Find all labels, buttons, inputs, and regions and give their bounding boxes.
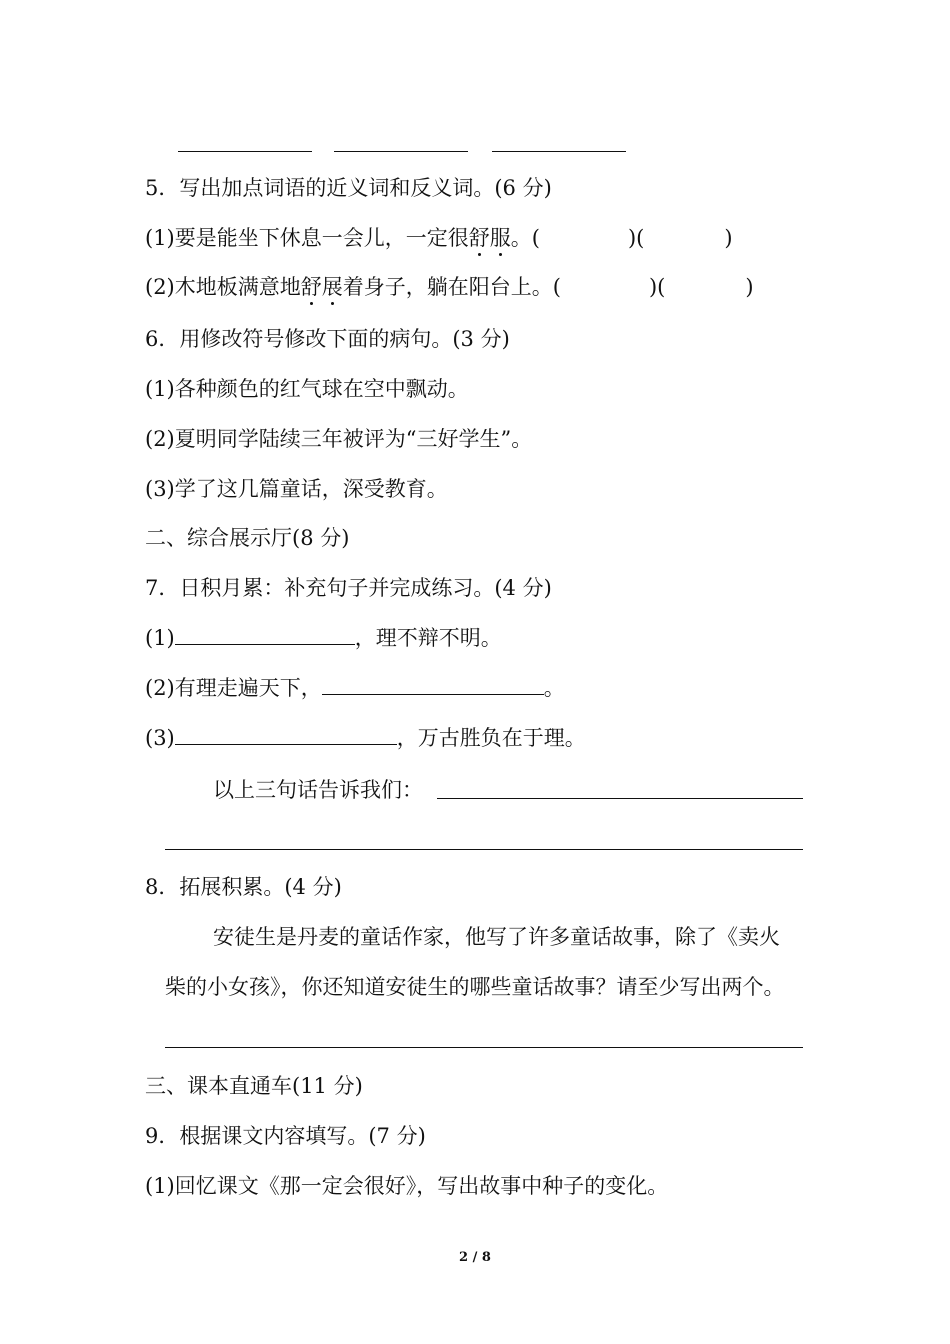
question-8-title: 8．拓展积累。(4 分) [145, 875, 342, 899]
question-8-paragraph-line-2: 柴的小女孩》，你还知道安徒生的哪些童话故事？请至少写出两个。 [165, 975, 785, 999]
dotted-char: 舒 [468, 226, 490, 250]
item-text: 。 [543, 676, 565, 700]
item-text: (2)木地板满意地 [145, 275, 301, 299]
answer-line[interactable] [165, 849, 803, 850]
fill-blank[interactable] [175, 624, 355, 645]
question-9-item-1: (1)回忆课文《那一定会很好》，写出故事中种子的变化。 [145, 1174, 669, 1198]
paren: )( [627, 226, 645, 250]
answer-blank-1[interactable] [178, 151, 312, 152]
item-text: (2)有理走遍天下， [145, 676, 322, 700]
question-6-item-3: (3)学了这几篇童话，深受教育。 [145, 477, 448, 501]
item-text: 着身子，躺在阳台上。( [342, 275, 561, 299]
paren: ) [724, 226, 733, 250]
item-text: ，理不辩不明。 [354, 626, 502, 650]
fill-blank[interactable] [175, 724, 397, 745]
question-6-item-2: (2)夏明同学陆续三年被评为“三好学生”。 [145, 427, 533, 451]
question-5-title: 5．写出加点词语的近义词和反义词。(6 分) [145, 176, 552, 200]
question-5-item-2 [145, 273, 754, 301]
item-text: (1)要是能坐下休息一会儿，一定很 [145, 226, 469, 250]
paren: ) [745, 275, 754, 299]
item-prefix: (1) [145, 626, 175, 650]
question-5-item-1 [145, 224, 733, 252]
item-prefix: (3) [145, 726, 175, 750]
answer-line[interactable] [437, 798, 803, 799]
section-3-heading: 三、课本直通车(11 分) [145, 1074, 363, 1098]
dotted-char: 服 [489, 226, 511, 250]
question-8-paragraph-line-1: 安徒生是丹麦的童话作家，他写了许多童话故事，除了《卖火 [213, 925, 780, 949]
item-text: 。( [510, 226, 540, 250]
question-7-title: 7．日积月累：补充句子并完成练习。(4 分) [145, 576, 552, 600]
question-9-title: 9．根据课文内容填写。(7 分) [145, 1124, 426, 1148]
item-text: ，万古胜负在于理。 [396, 726, 586, 750]
answer-blank-3[interactable] [492, 151, 626, 152]
page-number: 2 / 8 [459, 1250, 491, 1265]
question-7-item-2 [145, 674, 565, 702]
question-7-summary: 以上三句话告诉我们： [213, 778, 423, 802]
question-6-item-1: (1)各种颜色的红气球在空中飘动。 [145, 377, 469, 401]
dotted-char: 展 [321, 275, 343, 299]
paren: )( [648, 275, 666, 299]
answer-line[interactable] [165, 1047, 803, 1048]
question-7-item-3 [145, 724, 586, 752]
section-2-heading: 二、综合展示厅(8 分) [145, 526, 350, 550]
fill-blank[interactable] [322, 674, 544, 695]
question-6-title: 6．用修改符号修改下面的病句。(3 分) [145, 327, 510, 351]
dotted-char: 舒 [300, 275, 322, 299]
question-7-item-1 [145, 624, 502, 652]
answer-blank-2[interactable] [334, 151, 468, 152]
